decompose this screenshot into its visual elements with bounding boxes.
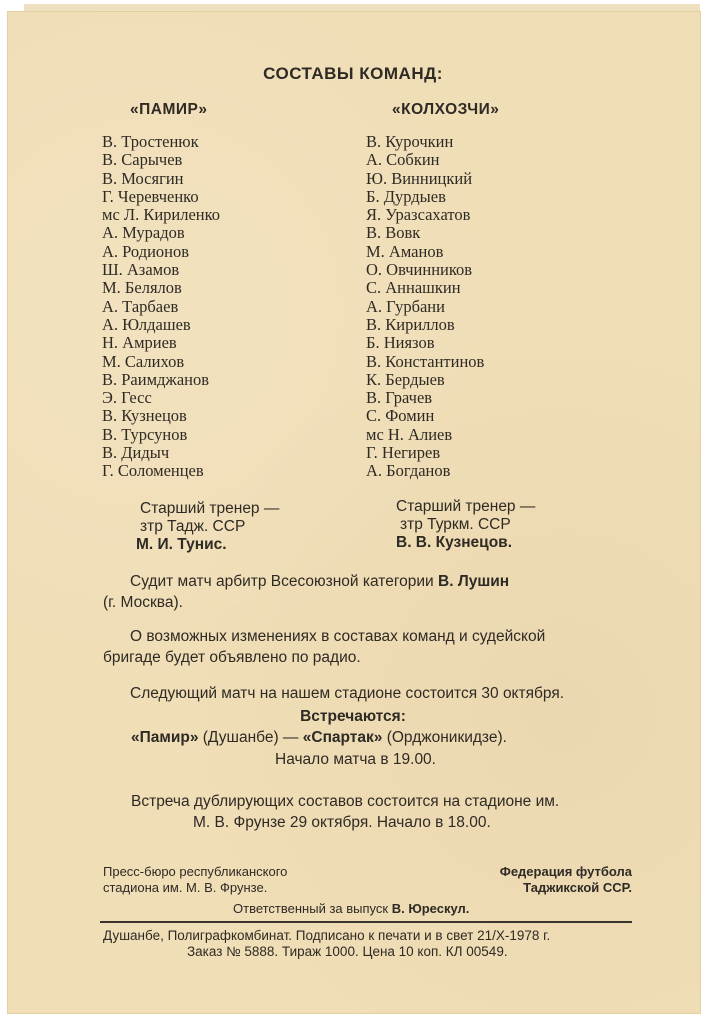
player-row: А. Мурадов xyxy=(102,223,185,243)
player-row: В. Тростенюк xyxy=(102,132,199,151)
next-match-team2: «Спартак» xyxy=(302,729,383,746)
imprint-line2: Заказ № 5888. Тираж 1000. Цена 10 коп. КЛ 00549. xyxy=(187,944,508,959)
paper-edge xyxy=(24,4,700,12)
coach-title: зтр Туркм. ССР xyxy=(400,516,511,533)
next-match-meet-label: Встречаются: xyxy=(300,708,406,725)
referee-city: (г. Москва). xyxy=(103,594,183,611)
divider-rule xyxy=(100,921,632,923)
team-name-kolkhozchi: «КОЛХОЗЧИ» xyxy=(392,101,500,118)
player-row: А. Родионов xyxy=(102,241,190,261)
federation xyxy=(500,864,632,896)
next-match-team1: «Памир» xyxy=(131,729,199,746)
next-match-date: Следующий матч на нашем стадионе состоится 30 октября. xyxy=(130,685,565,702)
player-row: мс Н. Алиев xyxy=(366,424,453,444)
referee-text: Судит матч арбитр Всесоюзной категории xyxy=(130,573,439,590)
player-row: С. Фомин xyxy=(366,406,435,426)
player-row: В. Сарычев xyxy=(102,150,183,170)
player-row: Г. Негирев xyxy=(366,443,441,463)
federation-line1: Федерация футбола xyxy=(499,864,632,879)
player-row: М. Белялов xyxy=(102,278,182,298)
player-row: А. Богданов xyxy=(366,461,451,481)
press-bureau-line2: стадиона им. М. В. Фрунзе. xyxy=(103,880,268,895)
responsible-line xyxy=(233,901,469,917)
player-row: А. Гурбани xyxy=(366,296,445,316)
player-row: А. Собкин xyxy=(366,150,440,170)
team-name-pamir: «ПАМИР» xyxy=(130,101,208,118)
player-row: В. Константинов xyxy=(366,351,485,371)
coach-name: В. В. Кузнецов. xyxy=(396,534,513,551)
next-match-city2: (Орджоникидзе). xyxy=(382,729,507,746)
player-row: Б. Дурдыев xyxy=(366,186,446,206)
coach-name: М. И. Тунис. xyxy=(136,536,227,553)
player-row: мс Л. Кириленко xyxy=(102,205,221,225)
player-row: Н. Амриев xyxy=(102,333,177,353)
player-row: В. Кириллов xyxy=(366,314,455,334)
player-row: В. Кузнецов xyxy=(102,406,187,426)
player-row: Ю. Винницкий xyxy=(366,168,473,188)
responsible-name: В. Юрескул. xyxy=(391,901,470,916)
player-row: В. Турсунов xyxy=(102,424,188,444)
coach-block-kolkhozchi xyxy=(396,498,535,552)
federation-line2: Таджикской ССР. xyxy=(523,880,632,895)
responsible-label: Ответственный за выпуск xyxy=(233,901,392,916)
page-title: СОСТАВЫ КОМАНД: xyxy=(263,64,443,83)
player-row: К. Бердыев xyxy=(366,369,445,389)
player-row: В. Грачев xyxy=(366,388,433,408)
player-row: Э. Гесс xyxy=(102,388,152,408)
press-bureau xyxy=(103,864,287,896)
next-match-start: Начало матча в 19.00. xyxy=(275,751,436,768)
player-row: В. Вовк xyxy=(366,223,421,243)
coach-block-pamir xyxy=(136,500,280,554)
player-row: Б. Ниязов xyxy=(366,333,435,353)
reserve-match-line1: Встреча дублирующих составов состоится на стадионе им. xyxy=(131,793,560,810)
press-bureau-line1: Пресс-бюро республиканского xyxy=(103,864,288,879)
reserve-match-line2: М. В. Фрунзе 29 октября. Начало в 18.00. xyxy=(193,814,491,831)
roster-pamir xyxy=(102,133,220,481)
player-row: А. Юлдашев xyxy=(102,314,191,334)
coach-title: зтр Тадж. ССР xyxy=(140,518,246,535)
coach-role: Старший тренер — xyxy=(140,500,280,517)
player-row: В. Курочкин xyxy=(366,132,454,151)
player-row: О. Овчинников xyxy=(366,260,473,280)
changes-notice-line1: О возможных изменениях в составах команд и судейской xyxy=(130,628,546,645)
next-match-city1: (Душанбе) — xyxy=(198,729,303,746)
roster-kolkhozchi xyxy=(366,133,484,481)
player-row: М. Аманов xyxy=(366,241,444,261)
next-match-teams xyxy=(131,727,507,748)
player-row: М. Салихов xyxy=(102,351,185,371)
imprint-line1: Душанбе, Полиграфкомбинат. Подписано к печати и в свет 21/X-1978 г. xyxy=(103,928,551,943)
player-row: Я. Уразсахатов xyxy=(366,205,471,225)
player-row: В. Дидыч xyxy=(102,443,170,463)
player-row: Г. Черевченко xyxy=(102,186,199,206)
player-row: В. Мосягин xyxy=(102,168,184,188)
player-row: В. Раимджанов xyxy=(102,369,210,389)
player-row: А. Тарбаев xyxy=(102,296,179,316)
player-row: Г. Соломенцев xyxy=(102,461,204,481)
referee-name: В. Лушин xyxy=(438,573,510,590)
changes-notice-line2: бригаде будет объявлено по радио. xyxy=(103,649,361,666)
player-row: Ш. Азамов xyxy=(102,260,180,280)
coach-role: Старший тренер — xyxy=(396,498,536,515)
player-row: С. Аннашкин xyxy=(366,278,461,298)
referee-line xyxy=(130,571,509,592)
